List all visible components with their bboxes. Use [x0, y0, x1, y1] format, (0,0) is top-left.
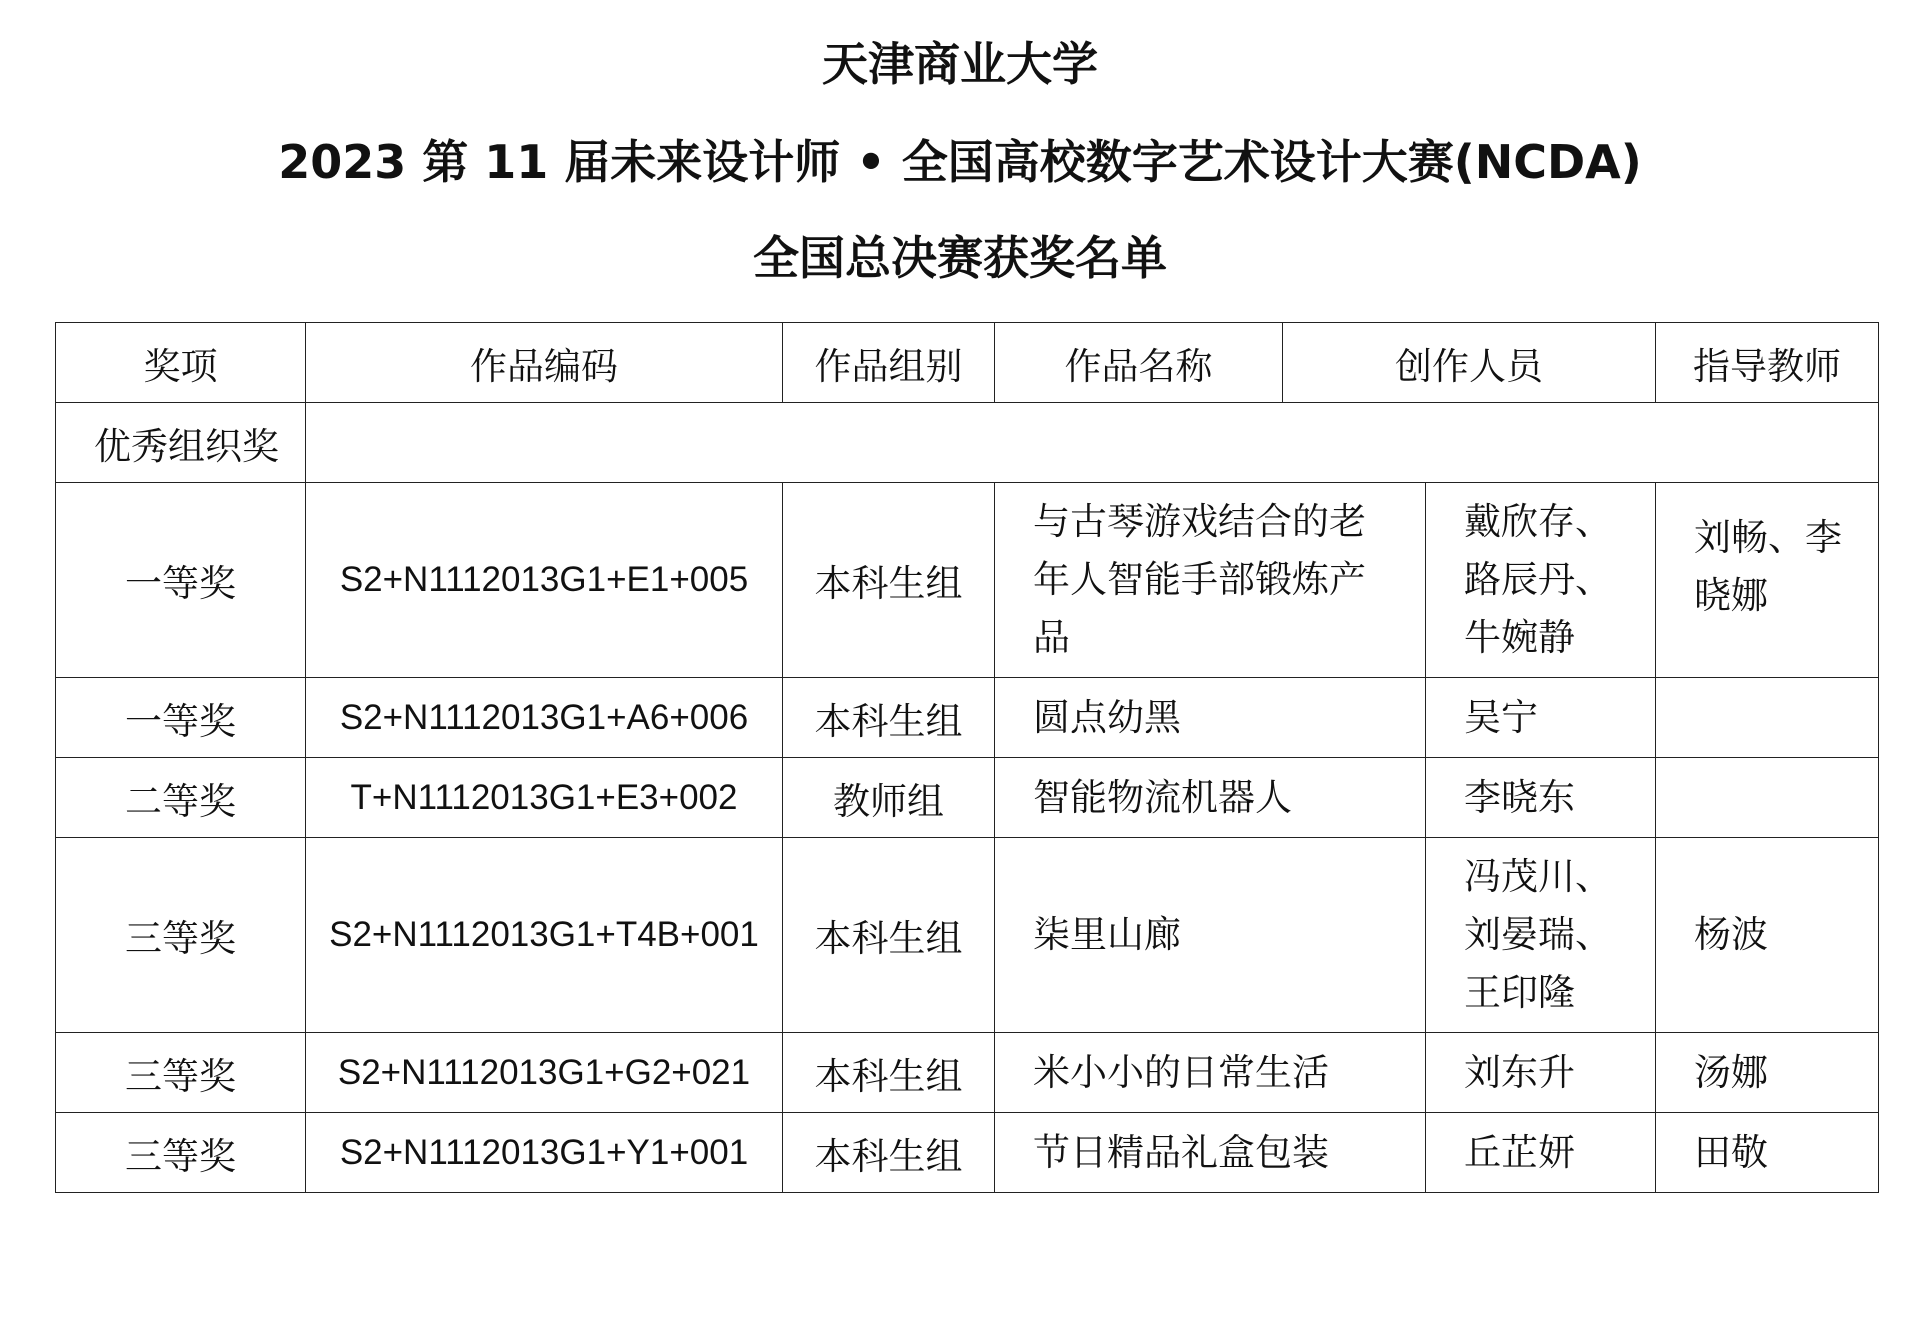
table-header-row — [56, 323, 1879, 403]
group-cell: 本科生组 — [783, 483, 995, 678]
code-cell: S2+N1112013G1+G2+021 — [306, 1033, 783, 1113]
name-line: 圆点幼黑 — [1033, 695, 1181, 739]
code-cell: S2+N1112013G1+E1+005 — [306, 483, 783, 678]
creator-line: 吴宁 — [1464, 695, 1538, 739]
name-cell — [995, 1033, 1426, 1113]
creators-cell — [1426, 758, 1656, 838]
advisor-line: 田敬 — [1694, 1130, 1768, 1174]
university-title: 天津商业大学 — [822, 37, 1098, 91]
award-cell: 一等奖 — [56, 483, 306, 678]
award-cell: 三等奖 — [56, 838, 306, 1033]
award-list-title: 全国总决赛获奖名单 — [753, 231, 1167, 285]
creator-line: 丘芷妍 — [1464, 1130, 1575, 1174]
name-cell — [995, 758, 1426, 838]
code-cell: S2+N1112013G1+A6+006 — [306, 678, 783, 758]
creator-line: 刘东升 — [1464, 1050, 1575, 1094]
name-line: 米小小的日常生活 — [1033, 1050, 1329, 1094]
creator-line: 刘晏瑞、 — [1464, 913, 1612, 956]
table-row — [56, 838, 1879, 1033]
award-cell: 二等奖 — [56, 758, 306, 838]
creators-cell — [1426, 483, 1656, 678]
group-cell: 教师组 — [783, 758, 995, 838]
creators-cell — [1426, 678, 1656, 758]
creator-line: 戴欣存、 — [1464, 500, 1612, 543]
competition-title: 2023 第 11 届未来设计师 • 全国高校数字艺术设计大赛(NCDA) — [278, 135, 1642, 189]
header-creators: 创作人员 — [1283, 323, 1656, 403]
awards-table-body — [56, 323, 1879, 1193]
table-row — [56, 1033, 1879, 1113]
group-cell: 本科生组 — [783, 838, 995, 1033]
org-award-row — [56, 403, 1879, 483]
name-line: 年人智能手部锻炼产 — [1033, 558, 1366, 601]
code-cell: T+N1112013G1+E3+002 — [306, 758, 783, 838]
creator-line: 冯茂川、 — [1464, 855, 1612, 898]
header-award: 奖项 — [56, 323, 306, 403]
name-line: 智能物流机器人 — [1033, 775, 1292, 819]
header-code: 作品编码 — [306, 323, 783, 403]
advisor-cell — [1656, 758, 1879, 838]
name-cell — [995, 483, 1426, 678]
code-cell: S2+N1112013G1+Y1+001 — [306, 1113, 783, 1193]
header-advisor: 指导教师 — [1656, 323, 1879, 403]
table-row — [56, 758, 1879, 838]
name-cell — [995, 1113, 1426, 1193]
creator-line: 王印隆 — [1464, 971, 1575, 1014]
creator-line: 牛婉静 — [1464, 616, 1575, 659]
group-cell: 本科生组 — [783, 678, 995, 758]
advisor-cell — [1656, 838, 1879, 1033]
org-award-label: 优秀组织奖 — [56, 403, 306, 483]
name-line: 节日精品礼盒包装 — [1033, 1130, 1329, 1174]
name-line: 柒里山廊 — [1033, 913, 1181, 956]
creator-line: 李晓东 — [1464, 775, 1575, 819]
name-line: 品 — [1033, 616, 1070, 659]
name-cell — [995, 678, 1426, 758]
award-cell: 三等奖 — [56, 1113, 306, 1193]
creators-cell — [1426, 1113, 1656, 1193]
creators-cell — [1426, 1033, 1656, 1113]
group-cell: 本科生组 — [783, 1113, 995, 1193]
awards-table — [55, 322, 1879, 1193]
advisor-cell — [1656, 678, 1879, 758]
advisor-cell — [1656, 483, 1879, 678]
award-cell: 三等奖 — [56, 1033, 306, 1113]
creator-line: 路辰丹、 — [1464, 558, 1612, 601]
code-cell: S2+N1112013G1+T4B+001 — [306, 838, 783, 1033]
advisor-cell — [1656, 1033, 1879, 1113]
creators-cell — [1426, 838, 1656, 1033]
advisor-line: 刘畅、李 — [1694, 516, 1842, 559]
award-cell: 一等奖 — [56, 678, 306, 758]
org-award-empty-cell — [306, 403, 1879, 483]
advisor-line: 汤娜 — [1694, 1050, 1768, 1094]
group-cell: 本科生组 — [783, 1033, 995, 1113]
header-name: 作品名称 — [995, 323, 1283, 403]
table-row — [56, 678, 1879, 758]
table-row — [56, 483, 1879, 678]
header-group: 作品组别 — [783, 323, 995, 403]
advisor-line: 晓娜 — [1694, 574, 1768, 617]
advisor-line: 杨波 — [1694, 913, 1768, 956]
name-cell — [995, 838, 1426, 1033]
name-line: 与古琴游戏结合的老 — [1033, 500, 1366, 543]
advisor-cell — [1656, 1113, 1879, 1193]
table-row — [56, 1113, 1879, 1193]
